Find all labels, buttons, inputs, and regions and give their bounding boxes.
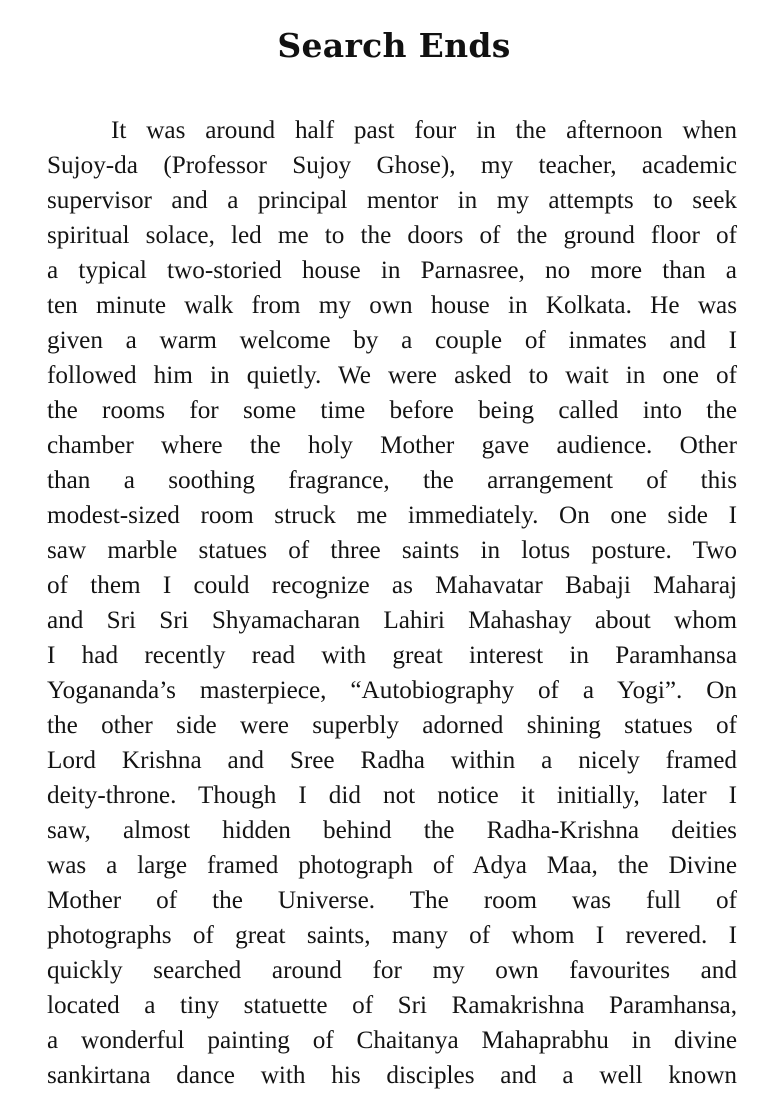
text-line: located a tiny statuette of Sri Ramakrishna Paramhansa, [47,992,737,1019]
text-line: than a soothing fragrance, the arrangement of this [47,467,737,494]
text-line: a wonderful painting of Chaitanya Mahaprabhu in divine [47,1027,737,1054]
text-line: photographs of great saints, many of whom I revered. I [47,922,737,949]
body-paragraph [47,113,737,1093]
text-line: deity-throne. Though I did not notice it initially, later I [47,782,737,809]
text-line: Mother of the Universe. The room was full of [47,887,737,914]
text-line: spiritual solace, led me to the doors of the ground floor of [47,222,737,249]
text-line: the rooms for some time before being called into the [47,397,737,424]
text-line: saw marble statues of three saints in lotus posture. Two [47,537,737,564]
text-line: Lord Krishna and Sree Radha within a nicely framed [47,747,737,774]
text-line: modest-sized room struck me immediately. On one side I [47,502,737,529]
text-line: of them I could recognize as Mahavatar Babaji Maharaj [47,572,737,599]
text-line: quickly searched around for my own favourites and [47,957,737,984]
text-line: was a large framed photograph of Adya Maa, the Divine [47,852,737,879]
text-line: and Sri Sri Shyamacharan Lahiri Mahashay about whom [47,607,737,634]
text-line: Sujoy-da (Professor Sujoy Ghose), my teacher, academic [47,152,737,179]
text-line: a typical two-storied house in Parnasree, no more than a [47,257,737,284]
text-line: given a warm welcome by a couple of inmates and I [47,327,737,354]
text-line: It was around half past four in the afternoon when [111,117,737,144]
text-line: sankirtana dance with his disciples and a well known [47,1062,737,1089]
text-line: the other side were superbly adorned shining statues of [47,712,737,739]
chapter-title: Search Ends [277,26,511,65]
text-line: supervisor and a principal mentor in my attempts to seek [47,187,737,214]
text-line: followed him in quietly. We were asked to wait in one of [47,362,737,389]
text-line: ten minute walk from my own house in Kolkata. He was [47,292,737,319]
text-line: saw, almost hidden behind the Radha-Krishna deities [47,817,737,844]
text-line: chamber where the holy Mother gave audience. Other [47,432,737,459]
text-line: I had recently read with great interest in Paramhansa [47,642,737,669]
text-line: Yogananda’s masterpiece, “Autobiography of a Yogi”. On [47,677,737,704]
